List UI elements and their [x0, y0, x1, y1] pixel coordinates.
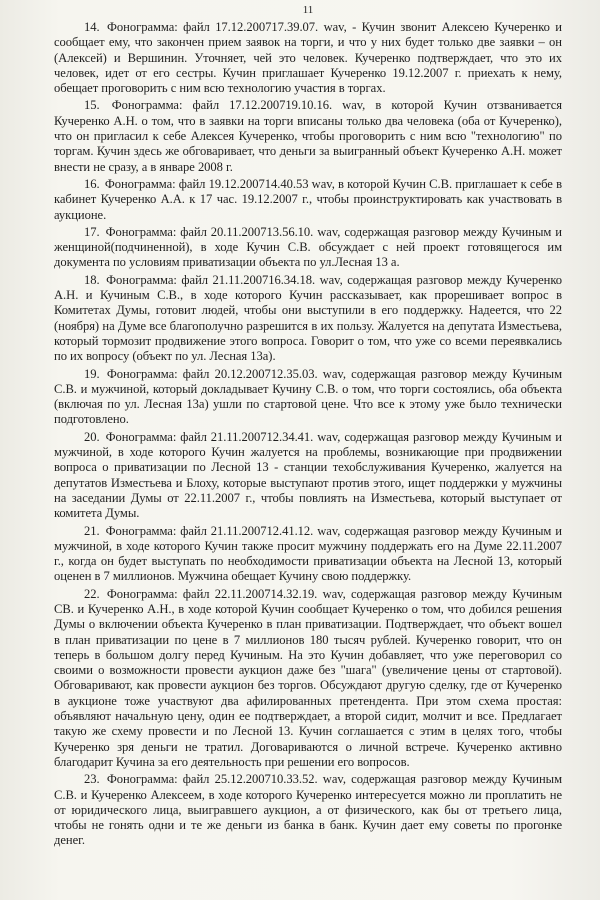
paragraph-list: [54, 20, 562, 849]
paragraph-number: 14.: [84, 20, 100, 34]
paragraph-text: Фонограмма: файл 20.12.200712.35.03. wav, содержащая разговор между Кучиным С.В. и мужчиной, который докладывает Кучину С.В. о том, что торги состоялись, оба объекта (включая по ул. Лесная 13а) ушли по стартовой цене. Что все к этому уже было технически подготовлено.: [54, 366, 562, 427]
paragraph-number: 22.: [84, 586, 100, 601]
paragraph-text: Фонограмма: файл 21.11.200712.41.12. wav, содержащая разговор между Кучиным и мужчиной, в ходе которого Кучин также просит мужчину поддержать его на Думе 22.11.2007 г., когда он будет выступать по необходимости приватизации объекта на Лесной 13, который оценен в 7 миллионов. Мужчина обещает Кучину свою поддержку.: [54, 523, 562, 584]
paragraph: [54, 524, 562, 585]
paragraph-number: 17.: [84, 224, 100, 239]
paragraph: [54, 225, 562, 271]
paragraph-text: Фонограмма: файл 25.12.200710.33.52. wav, содержащая разговор между Кучиным С.В. и Кучеренко Алексеем, в ходе которого Кучеренко интересуется можно ли проплатить не от юридического лица, выигравшего аукцион, а от физического, как бы от третьего лица, чтобы не гонять одни и те же деньги из банка в банк. Кучин дает ему советы по прогонке денег.: [54, 772, 562, 848]
paragraph-text: Фонограмма: файл 19.12.200714.40.53 wav, в которой Кучин С.В. приглашает к себе в кабинет Кучеренко А.А. к 17 час. 19.12.2007 г., чтобы проинструктировать как участвовать в аукционе.: [54, 176, 562, 222]
paragraph-number: 20.: [84, 429, 100, 444]
paragraph: [54, 430, 562, 522]
paragraph: [54, 98, 562, 174]
paragraph-text: Фонограмма: файл 17.12.200719.10.16. wav, в которой Кучин отзванивается Кучеренко А.Н. о том, что в заявки на торги вписаны только два человека (оба от Кучеренко), что он пригласил к себе Алексея Кучеренко, чтобы проговорить с ним всю "технологию" по торгам. Кучин здесь же обговаривает, что деньги за выигранный объект Кучеренко А.Н. может внести не сразу, а в январе 2008 г.: [54, 98, 562, 174]
paragraph-number: 18.: [84, 272, 100, 287]
paragraph: [54, 273, 562, 365]
paragraph-number: 15.: [84, 98, 100, 113]
paragraph-text: Фонограмма: файл 21.11.200716.34.18. wav, содержащая разговор между Кучеренко А.Н. и Кучиным С.В., в ходе которого Кучин рассказывает, как прорешивает вопрос в Комитетах Думы, готовит людей, чтобы они выступили в его поддержку. Надеется, что 22 (ноября) на Думе все благополучно разрешится в их пользу. Жалуется на депутата Изместьева, который тормозит продвижение этого вопроса. Говорит о том, что уже со всеми переявкались по их вопросу (объект по ул. Лесная 13а).: [54, 272, 562, 364]
paragraph-text: Фонограмма: файл 17.12.200717.39.07. wav, - Кучин звонит Алексею Кучеренко и сообщает ему, что закончен прием заявок на торги, и что у них будет только две заявки – он (Алексей) и Вершинин. Уточняет, чей это человек. Кучеренко подтверждает, что это их человек, идет от его сестры. Кучин приглашает Кучеренко 19.12.2007 г. приехать к нему, обещает проговорить с ним всю технологию участия в торгах.: [54, 20, 562, 96]
paragraph-number: 21.: [84, 523, 100, 538]
paragraph-text: Фонограмма: файл 22.11.200714.32.19. wav, содержащая разговор между Кучиным СВ. и Кучеренко А.Н., в ходе которой Кучин сообщает Кучеренко о том, что добился решения Думы о включении объекта Кучеренко в план приватизации. Подтверждает, что объект вошел в план приватизации по цене в 7 миллионов 180 тысяч рублей. Кучеренко говорит, что он теперь в большом долгу перед Кучиным. На это Кучин добавляет, что уже переговорил со своими о возможности провести аукцион даже без "шага" (увеличение цены от стартовой). Обговаривают, как провести аукцион без торгов. Обсуждают другую сделку, где от Кучеренко в аукционе тоже участвуют два афилированных претендента. При этом схема простая: объявляют начальную цену, один ее подтверждает, а второй сидит, молчит и все. Предлагает такую же схему провести и по Лесной 13. Кучин соглашается с этим в целях того, чтобы Кучеренко зря деньги не тратил. Договариваются о личной встрече. Кучеренко активно благодарит Кучина за его деятельность при решении его вопросов.: [54, 586, 562, 769]
paragraph-number: 16.: [84, 176, 100, 191]
paragraph-number: 23.: [84, 772, 100, 787]
page-number: 11: [302, 4, 314, 16]
paragraph-text: Фонограмма: файл 21.11.200712.34.41. wav, содержащая разговор между Кучиным и мужчиной, в ходе которого Кучин жалуется на проблемы, возникающие при продвижении вопроса о приватизации по Лесной 13 - станции техобслуживания Кучеренко, жалуется на депутатов Изместьева и Блоху, которые выступают против этого, ищет поддержки у мужчины на заседании Думы от 22.11.2007 г., чтобы повлиять на Изместьева, который выступает от комитета Думы.: [54, 429, 562, 521]
paragraph: [54, 20, 562, 96]
paragraph: [54, 772, 562, 848]
paragraph: [54, 587, 562, 771]
paragraph-text: Фонограмма: файл 20.11.200713.56.10. wav, содержащая разговор между Кучиным и женщиной(подчиненной), в ходе Кучин С.В. обсуждает с ней проект готовящегося им документа по условиям приватизации объекта по ул.Лесная 13 а.: [54, 224, 562, 270]
paragraph: [54, 367, 562, 428]
paragraph: [54, 177, 562, 223]
paragraph-number: 19.: [84, 366, 100, 381]
